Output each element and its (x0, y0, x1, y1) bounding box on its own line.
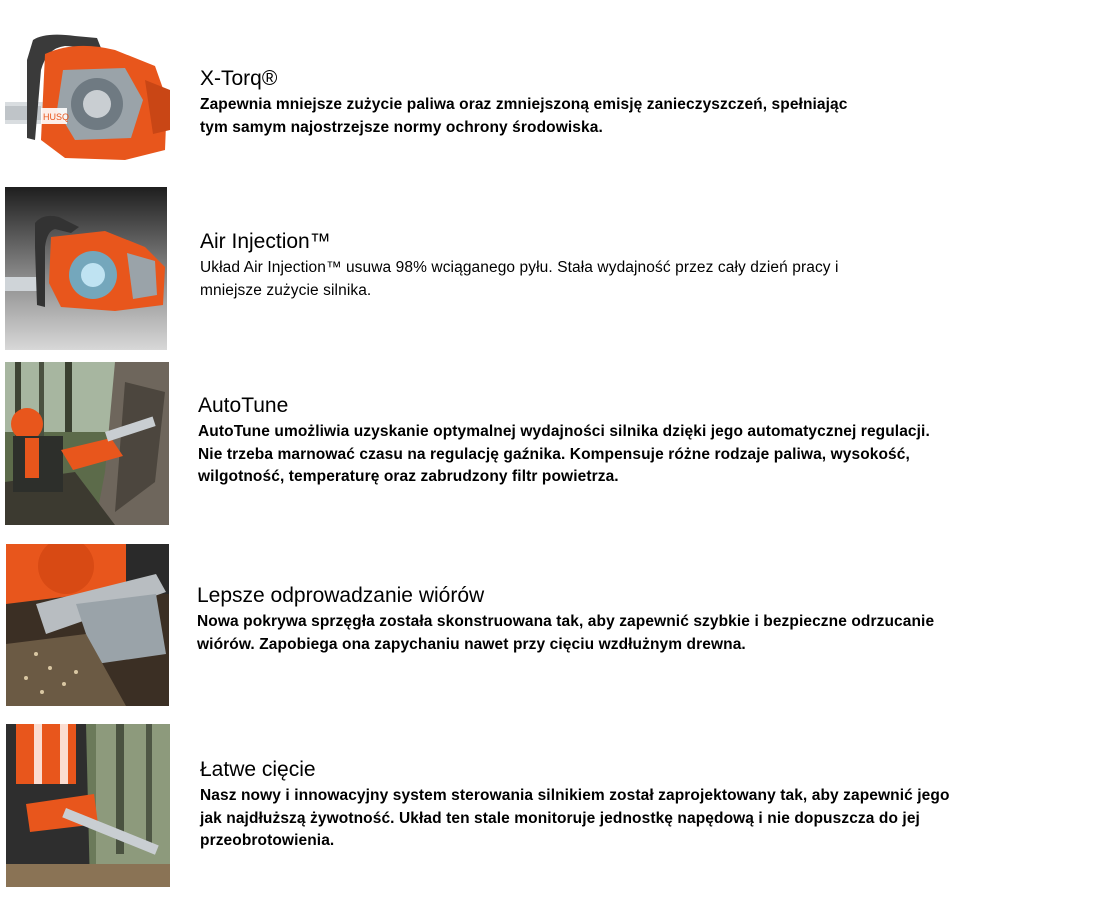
feature-description (200, 257, 839, 302)
feature-title: Łatwe cięcie (200, 758, 316, 781)
desc-line: przeobrotowienia. (200, 832, 335, 849)
feature-text (200, 66, 848, 139)
forest-worker-image (5, 362, 169, 525)
feature-title: Air Injection™ (200, 230, 331, 253)
chainsaw-cutting-image (6, 544, 169, 706)
desc-line: Nie trzeba marnować czasu na regulację gaźnika. Kompensuje różne rodzaje paliwa, wysokość, (198, 445, 910, 463)
desc-line: Układ Air Injection™ usuwa 98% wciąganego pyłu. Stała wydajność przez cały dzień pracy i (200, 259, 839, 276)
desc-line: tym samym najostrzejsze normy ochrony środowiska. (200, 118, 603, 136)
desc-line: Nowa pokrywa sprzęgła została skonstruowana tak, aby zapewnić szybkie i bezpieczne odrzucanie (197, 613, 935, 630)
desc-line: wilgotność, temperaturę oraz zabrudzony filtr powietrza. (198, 468, 619, 485)
feature-text (197, 583, 934, 656)
desc-line: Zapewnia mniejsze zużycie paliwa oraz zmniejszoną emisję zanieczyszczeń, spełniając (200, 96, 848, 113)
husqvarna-logo: HUSQ (43, 112, 70, 122)
feature-title: AutoTune (198, 394, 289, 417)
desc-line: wiórów. Zapobiega ona zapychaniu nawet przy cięciu wzdłużnym drewna. (197, 635, 746, 653)
feature-text (200, 757, 950, 853)
feature-title: X-Torq® (200, 67, 278, 90)
desc-line: mniejsze zużycie silnika. (200, 281, 372, 299)
feature-text (200, 229, 839, 302)
feature-description (200, 94, 848, 139)
desc-line: jak najdłuższą żywotność. Układ ten stale monitoruje jednostkę napędową i nie dopuszcza do jej (200, 809, 920, 827)
feature-text (198, 393, 930, 489)
desc-line: AutoTune umożliwia uzyskanie optymalnej wydajności silnika dzięki jego automatycznej regulacji. (198, 423, 930, 440)
desc-line: Nasz nowy i innowacyjny system sterowania silnikiem został zaprojektowany tak, aby zapewnić jego (200, 787, 950, 804)
logging-worker-image (6, 724, 170, 887)
feature-description (200, 785, 950, 853)
feature-description (198, 421, 930, 489)
feature-description (197, 611, 934, 656)
feature-title: Lepsze odprowadzanie wiórów (197, 584, 485, 607)
air-injection-image (5, 187, 167, 350)
chainsaw-engine-image (5, 30, 170, 163)
